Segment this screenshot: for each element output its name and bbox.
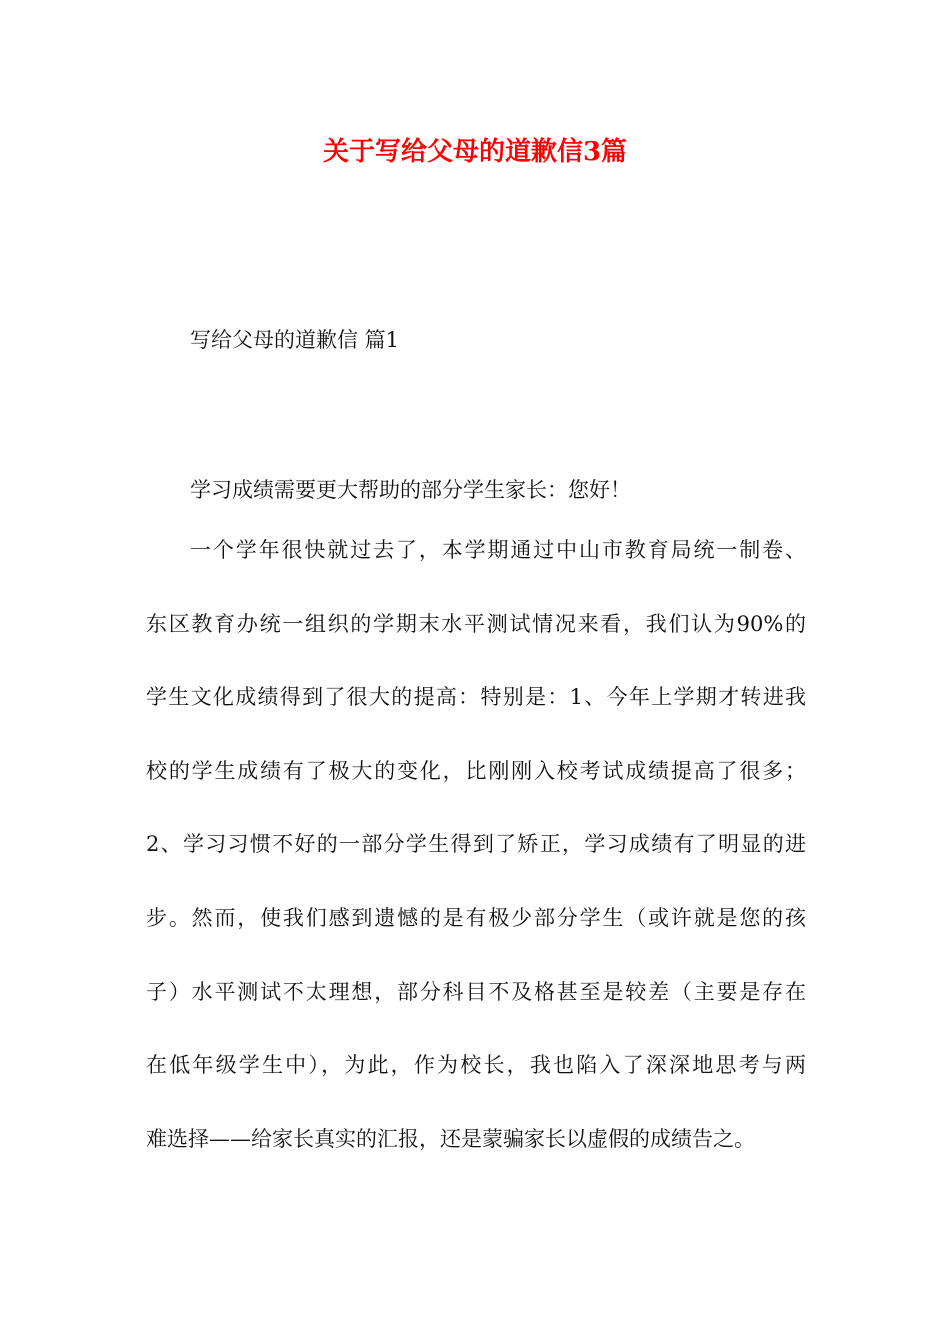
body-line: 子）水平测试不太理想，部分科目不及格甚至是较差（主要是存在	[146, 979, 806, 1004]
letter-body-paragraph	[146, 528, 806, 1190]
body-line: 2、学习习惯不好的一部分学生得到了矫正，学习成绩有了明显的进	[146, 832, 806, 857]
body-line: 难选择——给家长真实的汇报，还是蒙骗家长以虚假的成绩告之。	[146, 1126, 755, 1151]
body-line: 校的学生成绩有了极大的变化，比刚刚入校考试成绩提高了很多；	[146, 758, 806, 783]
letter-greeting: 学习成绩需要更大帮助的部分学生家长：您好！	[190, 478, 631, 502]
document-title: 关于写给父母的道歉信3篇	[322, 137, 628, 167]
body-line: 学生文化成绩得到了很大的提高：特别是：1、今年上学期才转进我	[146, 685, 806, 710]
body-line: 步。然而，使我们感到遗憾的是有极少部分学生（或许就是您的孩	[146, 905, 806, 930]
body-line: 一个学年很快就过去了，本学期通过中山市教育局统一制卷、	[190, 538, 806, 562]
body-line: 东区教育办统一组织的学期末水平测试情况来看，我们认为90%的	[146, 611, 806, 636]
section-heading: 写给父母的道歉信 篇1	[190, 328, 400, 352]
body-line: 在低年级学生中），为此，作为校长，我也陷入了深深地思考与两	[146, 1053, 806, 1078]
